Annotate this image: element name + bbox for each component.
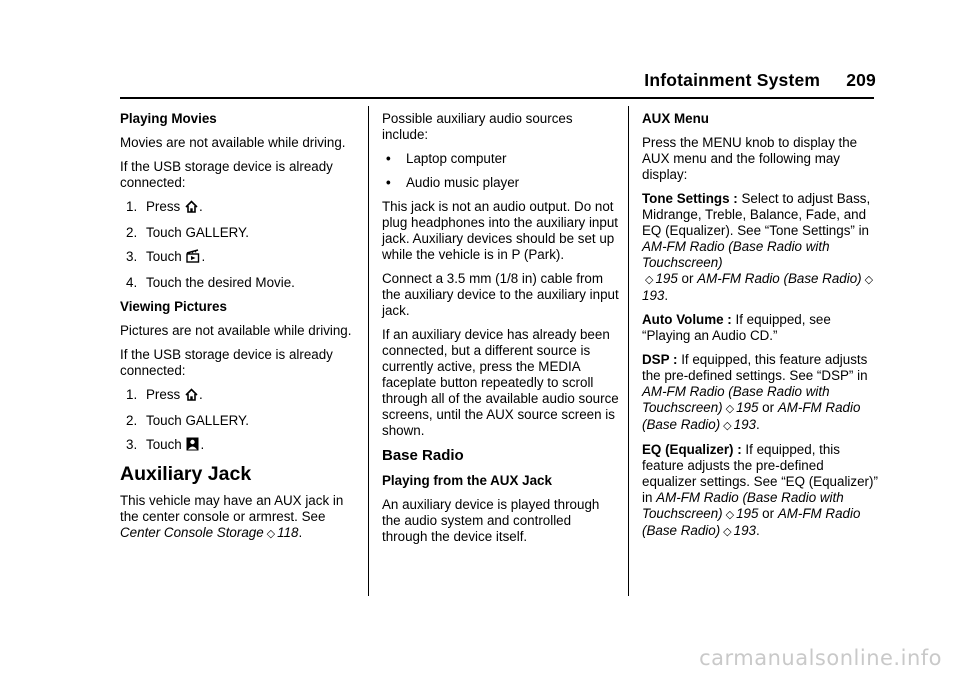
- page-header: [0, 70, 876, 91]
- aux-jack-text: This vehicle may have an AUX jack in the center console or armrest. See Center Console Storage ◇ 118.: [120, 493, 344, 540]
- auxiliary-jack-heading: Auxiliary Jack: [120, 463, 252, 485]
- page-ref[interactable]: 193: [733, 523, 756, 538]
- step-text: Touch .: [146, 437, 204, 455]
- step-number: 2.: [126, 413, 138, 428]
- step-text: Touch GALLERY.: [146, 413, 249, 428]
- page-ref-arrow-icon: ◇: [725, 403, 735, 415]
- list-item: [126, 225, 358, 241]
- center-console-link[interactable]: Center Console Storage: [120, 525, 264, 540]
- aux-menu-heading: AUX Menu: [642, 111, 709, 126]
- page-ref[interactable]: 195: [655, 271, 678, 286]
- list-item: [126, 275, 358, 291]
- column-divider-2: [628, 106, 629, 596]
- page-number: 209: [846, 70, 876, 90]
- page-ref-arrow-icon: ◇: [864, 274, 874, 286]
- column-3: [642, 111, 880, 548]
- column-divider-1: [368, 106, 369, 596]
- list-item: [126, 413, 358, 429]
- list-item: [126, 249, 358, 267]
- radio-touchscreen-link[interactable]: AM-FM Radio (Base Radio with Touchscreen): [642, 384, 830, 415]
- list-item: [126, 387, 358, 405]
- aux-played-text: An auxiliary device is played through the audio system and controlled through the device itself.: [382, 497, 600, 544]
- step-number: 1.: [126, 199, 138, 214]
- watermark: carmanualsonline.info: [699, 646, 942, 670]
- radio-touchscreen-link[interactable]: AM-FM Radio (Base Radio with Touchscreen): [642, 490, 844, 521]
- section-title: Infotainment System: [644, 70, 821, 90]
- step-number: 4.: [126, 275, 138, 290]
- list-item: • Laptop computer: [386, 151, 507, 166]
- eq-item: EQ (Equalizer) : If equipped, this feature adjusts the pre-defined equalizer settings. See “EQ (Equalizer)” in AM-FM Radio (Base Radio with Touchscreen) ◇ 195 or AM-FM Radio (Base Radio) ◇ 193.: [642, 442, 878, 538]
- step-text: Touch the desired Movie.: [146, 275, 295, 290]
- list-item: [126, 199, 358, 217]
- page-ref[interactable]: 193: [642, 288, 665, 303]
- list-item: • Audio music player: [386, 175, 520, 190]
- base-radio-heading: Base Radio: [382, 447, 464, 464]
- connect-cable-text: Connect a 3.5 mm (1/8 in) cable from the auxiliary device to the auxiliary input jack.: [382, 271, 619, 318]
- page-ref-arrow-icon: ◇: [725, 509, 735, 521]
- playing-movies-heading: Playing Movies: [120, 111, 217, 126]
- radio-touchscreen-link[interactable]: AM-FM Radio (Base Radio with Touchscreen): [642, 239, 830, 270]
- home-icon: [185, 388, 198, 405]
- already-connected-text: If an auxiliary device has already been connected, but a different source is currently active, press the MEDIA faceplate button repeatedly to scroll through all of the available audio source screens, until the AUX source screen is shown.: [382, 327, 619, 438]
- step-number: 2.: [126, 225, 138, 240]
- step-text: Touch .: [146, 249, 205, 267]
- page-ref[interactable]: 193: [733, 417, 756, 432]
- step-text: Press .: [146, 199, 203, 217]
- radio-base-link[interactable]: AM-FM Radio (Base Radio): [697, 271, 862, 286]
- pictures-not-available-text: Pictures are not available while driving.: [120, 323, 352, 338]
- viewing-pictures-heading: Viewing Pictures: [120, 299, 227, 314]
- radio-base-link[interactable]: AM-FM Radio (Base Radio): [642, 400, 861, 432]
- usb-connected-text: If the USB storage device is already connected:: [120, 159, 333, 190]
- step-text: Press .: [146, 387, 203, 405]
- picture-steps-list: [120, 387, 358, 455]
- page-ref[interactable]: 118: [277, 525, 299, 540]
- aux-menu-text: Press the MENU knob to display the AUX menu and the following may display:: [642, 135, 858, 182]
- bullet-icon: •: [386, 151, 391, 166]
- page-ref[interactable]: 195: [736, 400, 759, 415]
- bullet-icon: •: [386, 175, 391, 190]
- not-audio-output-text: This jack is not an audio output. Do not plug headphones into the auxiliary input jack. Auxiliary devices should be set up while the vehicle is in P (Park).: [382, 199, 618, 262]
- auto-volume-item: Auto Volume : If equipped, see “Playing an Audio CD.”: [642, 312, 831, 343]
- home-icon: [185, 200, 198, 217]
- picture-icon: [186, 437, 199, 455]
- page-ref-arrow-icon: ◇: [723, 526, 732, 538]
- column-1: [120, 111, 358, 550]
- movies-not-available-text: Movies are not available while driving.: [120, 135, 346, 150]
- step-number: 1.: [126, 387, 138, 402]
- page-ref[interactable]: 195: [736, 506, 759, 521]
- tone-settings-item: Tone Settings : Select to adjust Bass, Midrange, Treble, Balance, Fade, and EQ (Equalizer). See “Tone Settings” in AM-FM Radio (Base Radio with Touchscreen) ◇ 195 or AM-FM Radio (Base Radio) ◇193.: [642, 191, 874, 303]
- header-rule: [120, 97, 874, 99]
- page-ref-arrow-icon: ◇: [723, 420, 732, 432]
- list-item: [126, 437, 358, 455]
- radio-base-link[interactable]: AM-FM Radio (Base Radio): [642, 506, 861, 538]
- step-number: 3.: [126, 437, 138, 452]
- dsp-item: DSP : If equipped, this feature adjusts the pre-defined settings. See “DSP” in AM-FM Radio (Base Radio with Touchscreen) ◇ 195 or AM-FM Radio (Base Radio) ◇ 193.: [642, 352, 868, 432]
- step-number: 3.: [126, 249, 138, 264]
- sources-intro-text: Possible auxiliary audio sources include:: [382, 111, 573, 142]
- movie-icon: [186, 249, 200, 267]
- page-ref-arrow-icon: ◇: [266, 528, 276, 540]
- step-text: Touch GALLERY.: [146, 225, 249, 240]
- playing-aux-heading: Playing from the AUX Jack: [382, 473, 552, 488]
- movie-steps-list: [120, 199, 358, 291]
- column-2: [382, 111, 620, 553]
- page-ref-arrow-icon: ◇: [645, 274, 654, 286]
- usb-connected-text-2: If the USB storage device is already connected:: [120, 347, 333, 378]
